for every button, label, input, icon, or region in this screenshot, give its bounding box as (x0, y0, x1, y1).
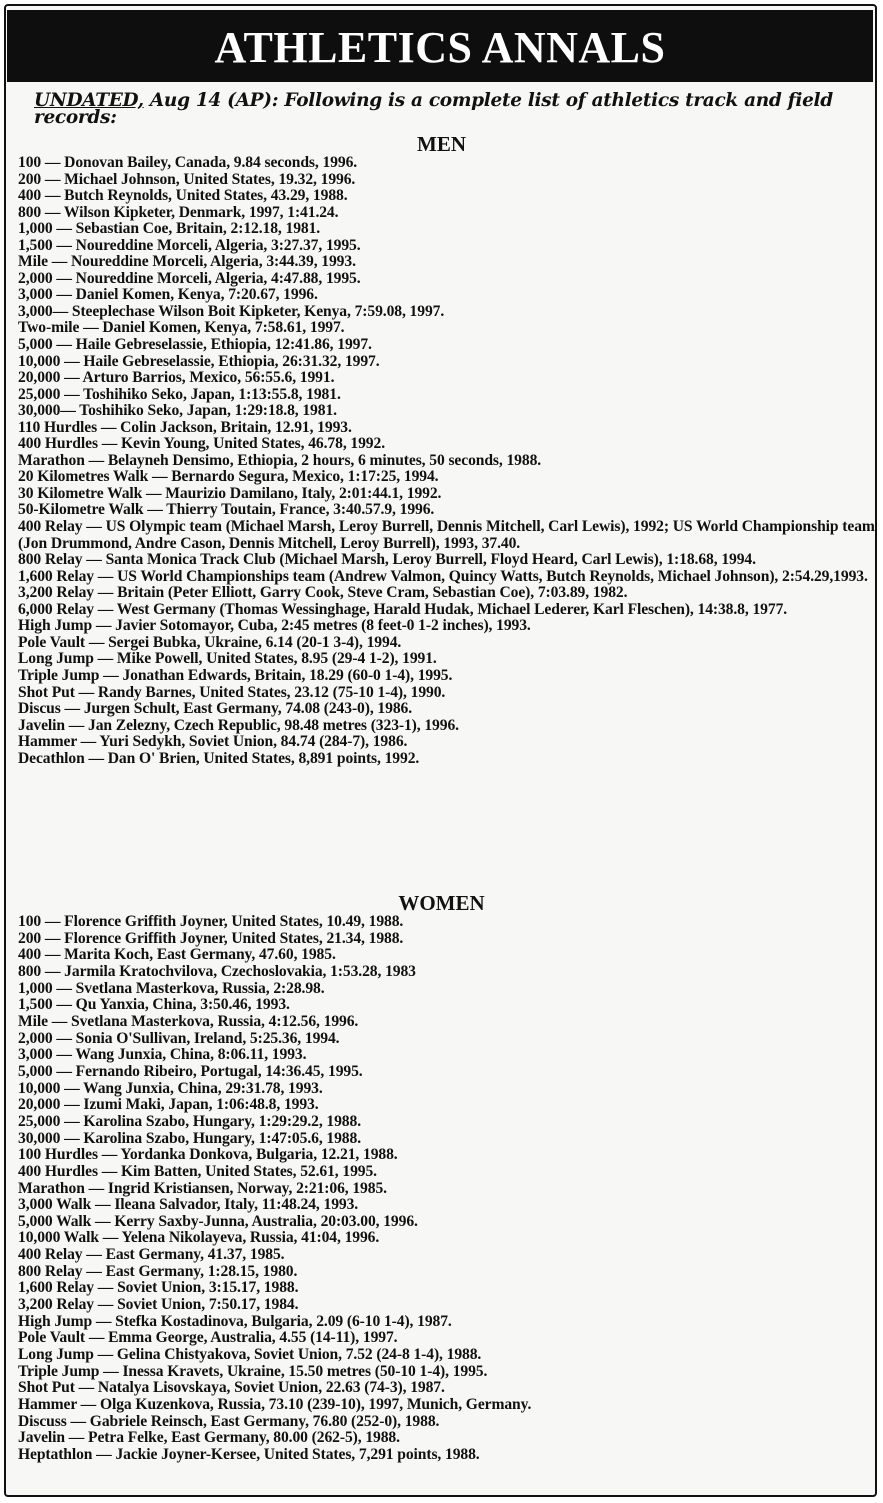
record-item: 3,000 — Daniel Komen, Kenya, 7:20.67, 1996. (18, 286, 318, 304)
record-item: Marathon — Ingrid Kristiansen, Norway, 2:21:06, 1985. (18, 1179, 387, 1197)
record-item: 400 Hurdles — Kim Batten, United States, 52.61, 1995. (18, 1162, 377, 1180)
record-item: 400 — Butch Reynolds, United States, 43.29, 1988. (18, 187, 348, 205)
record-item: 10,000 — Wang Junxia, China, 29:31.78, 1993. (18, 1079, 323, 1097)
record-item: 25,000 — Karolina Szabo, Hungary, 1:29:29.2, 1988. (18, 1112, 361, 1130)
record-item: 20,000 — Arturo Barrios, Mexico, 56:55.6, 1991. (18, 369, 335, 387)
record-item: High Jump — Javier Sotomayor, Cuba, 2:45 metres (8 feet-0 1-2 inches), 1993. (18, 617, 531, 635)
record-item: 1,600 Relay — Soviet Union, 3:15.17, 1988. (18, 1279, 299, 1297)
record-item: 110 Hurdles — Colin Jackson, Britain, 12.91, 1993. (18, 418, 352, 436)
record-item: 100 Hurdles — Yordanka Donkova, Bulgaria, 12.21, 1988. (18, 1146, 398, 1164)
record-item: Pole Vault — Sergei Bubka, Ukraine, 6.14 (20-1 3-4), 1994. (18, 633, 402, 651)
record-item: 5,000 Walk — Kerry Saxby-Junna, Australia, 20:03.00, 1996. (18, 1212, 418, 1230)
record-item: 6,000 Relay — West Germany (Thomas Wessinghage, Harald Hudak, Michael Lederer, Karl Fleschen), 14:38.8, 1977. (18, 600, 788, 618)
record-item: 100 — Donovan Bailey, Canada, 9.84 seconds, 1996. (18, 154, 358, 171)
record-item: 30,000 — Karolina Szabo, Hungary, 1:47:05.6, 1988. (18, 1129, 361, 1147)
record-item: 800 Relay — East Germany, 1:28.15, 1980. (18, 1262, 298, 1280)
record-item: 200 — Michael Johnson, United States, 19.32, 1996. (18, 170, 356, 188)
record-item: 5,000 — Fernando Ribeiro, Portugal, 14:36.45, 1995. (18, 1062, 363, 1080)
record-item: 30 Kilometre Walk — Maurizio Damilano, Italy, 2:01:44.1, 1992. (18, 484, 442, 502)
record-item: 10,000 Walk — Yelena Nikolayeva, Russia, 41:04, 1996. (18, 1229, 380, 1247)
record-item: Decathlon — Dan O' Brien, United States, 8,891 points, 1992. (18, 749, 420, 767)
women-records-list (18, 914, 876, 1464)
record-item: Long Jump — Gelina Chistyakova, Soviet Union, 7.52 (24-8 1-4), 1988. (18, 1346, 482, 1364)
record-item: 400 Hurdles — Kevin Young, United States, 46.78, 1992. (18, 435, 385, 453)
record-item: 100 — Florence Griffith Joyner, United States, 10.49, 1988. (18, 913, 404, 930)
dateline: UNDATED, (34, 90, 144, 111)
record-item: 5,000 — Haile Gebreselassie, Ethiopia, 12:41.86, 1997. (18, 336, 372, 354)
record-item: Javelin — Jan Zelezny, Czech Republic, 98.48 metres (323-1), 1996. (18, 716, 459, 734)
record-item: Mile — Svetlana Masterkova, Russia, 4:12.56, 1996. (18, 1012, 359, 1030)
record-item: 800 — Jarmila Kratochvilova, Czechoslovakia, 1:53.28, 1983 (18, 962, 416, 980)
headline-title: ATHLETICS ANNALS (214, 23, 666, 72)
headline-banner (7, 10, 873, 82)
record-item: 1,000 — Sebastian Coe, Britain, 2:12.18, 1981. (18, 220, 321, 238)
record-item: 800 Relay — Santa Monica Track Club (Michael Marsh, Leroy Burrell, Floyd Heard, Carl Lewis), 1:18.68, 1994. (18, 551, 756, 569)
record-item: 20 Kilometres Walk — Bernardo Segura, Mexico, 1:17:25, 1994. (18, 468, 439, 486)
record-item: 3,000 — Wang Junxia, China, 8:06.11, 1993. (18, 1046, 307, 1064)
record-item: 2,000 — Sonia O'Sullivan, Ireland, 5:25.36, 1994. (18, 1029, 340, 1047)
record-item: 1,600 Relay — US World Championships team (Andrew Valmon, Quincy Watts, Butch Reynolds, Michael Johnson), 2:54.29,1993. (18, 567, 868, 585)
record-item: Pole Vault — Emma George, Australia, 4.55 (14-11), 1997. (18, 1329, 398, 1347)
record-item: 400 Relay — East Germany, 41.37, 1985. (18, 1246, 285, 1264)
men-records-list (18, 155, 876, 767)
record-item: 400 Relay — US Olympic team (Michael Marsh, Leroy Burrell, Dennis Mitchell, Carl Lewis), 1992; US World Championship team (Jon Drummond, Andre Cason, Dennis Mitchell, Leroy Burrell), 1993, 37.40. (18, 518, 875, 552)
record-item: 1,000 — Svetlana Masterkova, Russia, 2:28.98. (18, 979, 325, 997)
record-item: 30,000— Toshihiko Seko, Japan, 1:29:18.8, 1981. (18, 402, 337, 420)
intro-text: Aug 14 (AP): Following is a complete list of athletics track and field records: (34, 90, 833, 128)
intro-paragraph (34, 92, 874, 126)
record-item: Shot Put — Randy Barnes, United States, 23.12 (75-10 1-4), 1990. (18, 683, 446, 701)
record-item: Javelin — Petra Felke, East Germany, 80.00 (262-5), 1988. (18, 1429, 400, 1447)
record-item: Triple Jump — Jonathan Edwards, Britain, 18.29 (60-0 1-4), 1995. (18, 666, 453, 684)
record-item: 400 — Marita Koch, East Germany, 47.60, 1985. (18, 946, 336, 964)
women-heading: WOMEN (398, 891, 485, 915)
record-item: 200 — Florence Griffith Joyner, United States, 21.34, 1988. (18, 929, 404, 947)
record-item: Triple Jump — Inessa Kravets, Ukraine, 15.50 metres (50-10 1-4), 1995. (18, 1362, 488, 1380)
record-item: 3,200 Relay — Britain (Peter Elliott, Garry Cook, Steve Cram, Sebastian Coe), 7:03.89, 1982. (18, 584, 628, 602)
record-item: Two-mile — Daniel Komen, Kenya, 7:58.61, 1997. (18, 319, 345, 337)
record-item: Marathon — Belayneh Densimo, Ethiopia, 2 hours, 6 minutes, 50 seconds, 1988. (18, 451, 542, 469)
record-item: 3,000 Walk — Ileana Salvador, Italy, 11:48.24, 1993. (18, 1196, 359, 1214)
record-item: Heptathlon — Jackie Joyner-Kersee, United States, 7,291 points, 1988. (18, 1446, 480, 1463)
men-heading: MEN (417, 132, 466, 156)
record-item: Hammer — Olga Kuzenkova, Russia, 73.10 (239-10), 1997, Munich, Germany. (18, 1396, 532, 1414)
record-item: Hammer — Yuri Sedykh, Soviet Union, 84.74 (284-7), 1986. (18, 733, 408, 751)
record-item: 2,000 — Noureddine Morceli, Algeria, 4:47.88, 1995. (18, 269, 361, 287)
record-item: 1,500 — Noureddine Morceli, Algeria, 3:27.37, 1995. (18, 236, 361, 254)
record-item: 20,000 — Izumi Maki, Japan, 1:06:48.8, 1993. (18, 1096, 319, 1114)
record-item: 3,200 Relay — Soviet Union, 7:50.17, 1984. (18, 1296, 299, 1314)
record-item: High Jump — Stefka Kostadinova, Bulgaria, 2.09 (6-10 1-4), 1987. (18, 1312, 452, 1330)
record-item: 1,500 — Qu Yanxia, China, 3:50.46, 1993. (18, 996, 290, 1014)
record-item: 50-Kilometre Walk — Thierry Toutain, France, 3:40.57.9, 1996. (18, 501, 435, 519)
record-item: Shot Put — Natalya Lisovskaya, Soviet Union, 22.63 (74-3), 1987. (18, 1379, 445, 1397)
record-item: 800 — Wilson Kipketer, Denmark, 1997, 1:41.24. (18, 203, 339, 221)
record-item: 25,000 — Toshihiko Seko, Japan, 1:13:55.8, 1981. (18, 385, 341, 403)
record-item: Discus — Jurgen Schult, East Germany, 74.08 (243-0), 1986. (18, 700, 413, 718)
record-item: Discuss — Gabriele Reinsch, East Germany, 76.80 (252-0), 1988. (18, 1412, 440, 1430)
record-item: 10,000 — Haile Gebreselassie, Ethiopia, 26:31.32, 1997. (18, 352, 380, 370)
record-item: Mile — Noureddine Morceli, Algeria, 3:44.39, 1993. (18, 253, 356, 271)
record-item: 3,000— Steeplechase Wilson Boit Kipketer, Kenya, 7:59.08, 1997. (18, 302, 445, 320)
record-item: Long Jump — Mike Powell, United States, 8.95 (29-4 1-2), 1991. (18, 650, 437, 668)
